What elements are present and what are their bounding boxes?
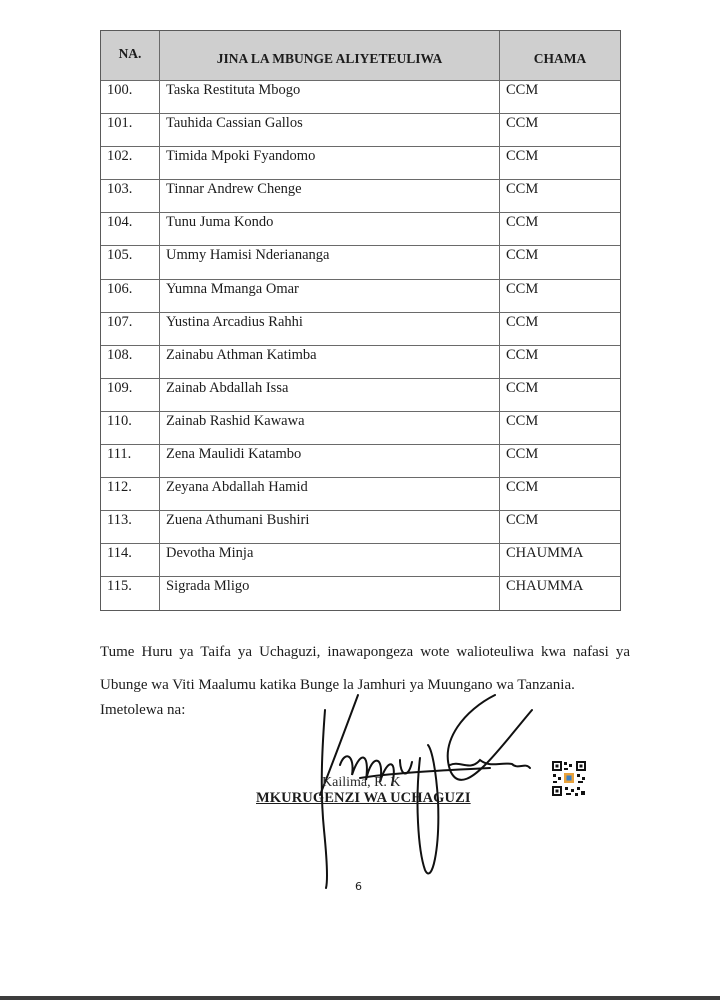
row-number: 112. bbox=[101, 478, 160, 510]
table-row bbox=[101, 212, 620, 245]
member-name: Yumna Mmanga Omar bbox=[160, 280, 500, 312]
table-body bbox=[101, 80, 620, 610]
congratulations-paragraph: Tume Huru ya Taifa ya Uchaguzi, inawapongeza wote walioteuliwa kwa nafasi ya Ubunge wa Viti Maalumu katika Bunge la Jamhuri ya Muungano wa Tanzania. bbox=[100, 644, 630, 693]
member-name: Ummy Hamisi Nderiananga bbox=[160, 246, 500, 278]
table-row bbox=[101, 312, 620, 345]
row-number: 107. bbox=[101, 313, 160, 345]
party-name: CCM bbox=[506, 148, 539, 165]
header-party: CHAMA bbox=[533, 50, 587, 66]
table-row bbox=[101, 378, 620, 411]
party-name: CCM bbox=[506, 280, 539, 297]
table-row bbox=[101, 411, 620, 444]
party-name: CCM bbox=[506, 115, 539, 132]
table-header-row bbox=[101, 31, 620, 80]
member-name: Tunu Juma Kondo bbox=[160, 213, 500, 245]
row-number: 115. bbox=[101, 577, 160, 609]
party-name: CCM bbox=[506, 412, 539, 429]
issued-by-label: Imetolewa na: bbox=[100, 702, 186, 718]
table-row bbox=[101, 179, 620, 212]
table-row bbox=[101, 113, 620, 146]
member-name: Timida Mpoki Fyandomo bbox=[160, 147, 500, 179]
row-number: 114. bbox=[101, 544, 160, 576]
row-number: 104. bbox=[101, 213, 160, 245]
member-name: Zeyana Abdallah Hamid bbox=[160, 478, 500, 510]
party-name: CCM bbox=[506, 379, 539, 396]
page-number: 6 bbox=[355, 880, 362, 893]
row-number: 111. bbox=[101, 445, 160, 477]
party-name: CHAUMMA bbox=[506, 545, 584, 562]
party-name: CCM bbox=[506, 82, 539, 98]
row-number: 100. bbox=[101, 81, 160, 113]
member-name: Tauhida Cassian Gallos bbox=[160, 114, 500, 146]
member-name: Taska Restituta Mbogo bbox=[160, 81, 500, 113]
party-name: CCM bbox=[506, 346, 539, 363]
table-row bbox=[101, 477, 620, 510]
bottom-edge-bar bbox=[0, 996, 720, 1000]
member-name: Yustina Arcadius Rahhi bbox=[160, 313, 500, 345]
row-number: 101. bbox=[101, 114, 160, 146]
row-number: 108. bbox=[101, 346, 160, 378]
member-name: Zainabu Athman Katimba bbox=[160, 346, 500, 378]
party-name: CCM bbox=[506, 313, 539, 330]
party-name: CCM bbox=[506, 446, 539, 463]
signatory-title: MKURUGENZI WA UCHAGUZI bbox=[256, 790, 471, 806]
member-name: Zainab Rashid Kawawa bbox=[160, 412, 500, 444]
table-row bbox=[101, 245, 620, 278]
member-name: Zainab Abdallah Issa bbox=[160, 379, 500, 411]
header-name: JINA LA MBUNGE ALIYETEULIWA bbox=[160, 31, 500, 80]
row-number: 102. bbox=[101, 147, 160, 179]
table-row bbox=[101, 80, 620, 113]
member-name: Zuena Athumani Bushiri bbox=[160, 511, 500, 543]
party-name: CHAUMMA bbox=[506, 578, 584, 595]
party-name: CCM bbox=[506, 181, 539, 198]
table-row bbox=[101, 444, 620, 477]
members-table bbox=[100, 30, 621, 611]
table-row bbox=[101, 345, 620, 378]
party-name: CCM bbox=[506, 479, 539, 496]
table-row bbox=[101, 510, 620, 543]
table-row bbox=[101, 576, 620, 609]
qr-code-icon bbox=[551, 760, 587, 797]
row-number: 113. bbox=[101, 511, 160, 543]
member-name: Zena Maulidi Katambo bbox=[160, 445, 500, 477]
party-name: CCM bbox=[506, 512, 539, 529]
row-number: 106. bbox=[101, 280, 160, 312]
row-number: 105. bbox=[101, 246, 160, 278]
row-number: 109. bbox=[101, 379, 160, 411]
header-number: NA. bbox=[101, 31, 160, 80]
party-name: CCM bbox=[506, 214, 539, 231]
row-number: 110. bbox=[101, 412, 160, 444]
table-row bbox=[101, 543, 620, 576]
signatory-name: Kailima, R. K bbox=[322, 775, 401, 790]
member-name: Tinnar Andrew Chenge bbox=[160, 180, 500, 212]
row-number: 103. bbox=[101, 180, 160, 212]
member-name: Sigrada Mligo bbox=[160, 577, 500, 609]
member-name: Devotha Minja bbox=[160, 544, 500, 576]
table-row bbox=[101, 279, 620, 312]
party-name: CCM bbox=[506, 247, 539, 264]
table-row bbox=[101, 146, 620, 179]
